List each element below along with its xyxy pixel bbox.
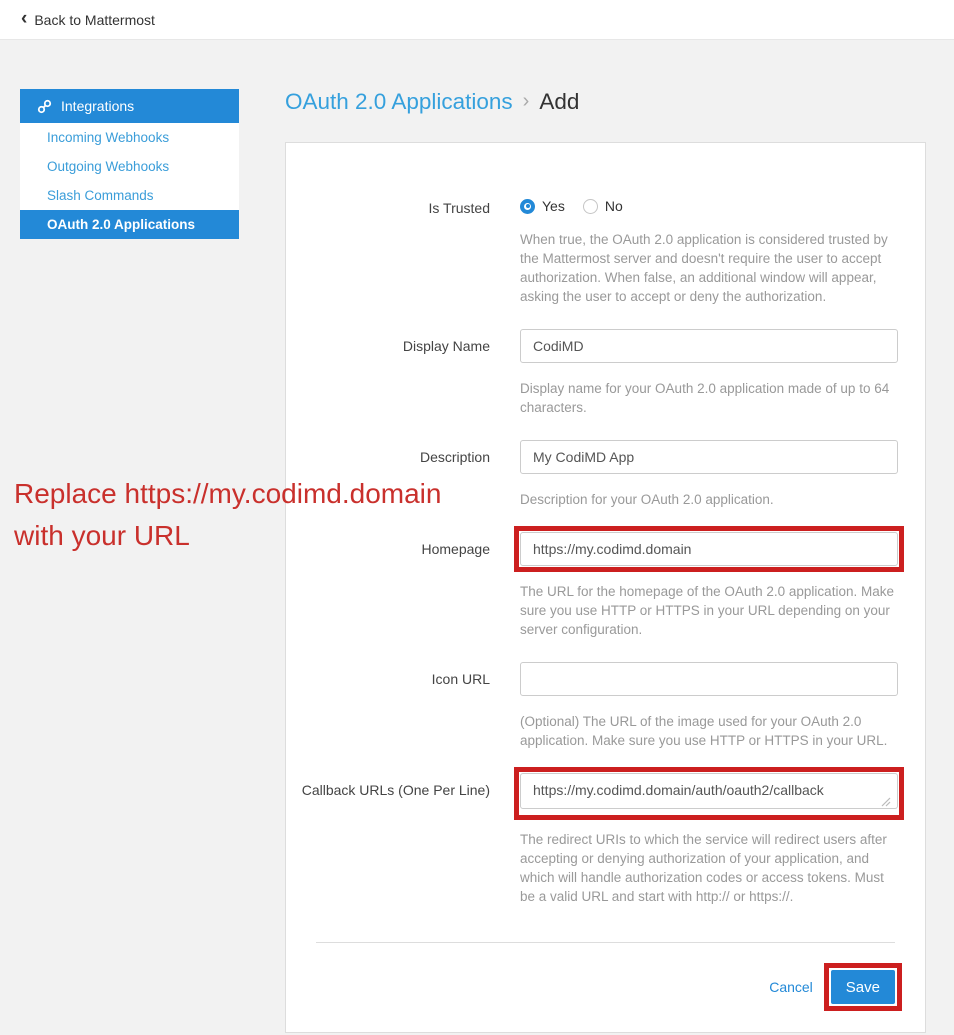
is-trusted-no-label: No — [604, 198, 623, 214]
description-help: Description for your OAuth 2.0 application. — [520, 492, 774, 507]
homepage-input[interactable] — [520, 532, 898, 566]
sidebar-header-label: Integrations — [61, 98, 135, 114]
homepage-group — [286, 532, 925, 639]
sidebar-item-incoming-webhooks[interactable]: Incoming Webhooks — [47, 130, 170, 145]
annotation-line-1: Replace https://my.codimd.domain — [14, 478, 442, 509]
callback-urls-textarea[interactable] — [520, 773, 898, 809]
save-red-annotation-box — [824, 963, 902, 1011]
is-trusted-no-option[interactable] — [583, 198, 623, 214]
back-to-mattermost-link[interactable] — [21, 7, 155, 29]
sidebar-item-slash-commands[interactable]: Slash Commands — [47, 188, 154, 203]
description-label: Description — [419, 449, 490, 465]
breadcrumb — [285, 89, 579, 115]
cancel-button[interactable]: Cancel — [769, 979, 813, 995]
oauth-add-form-panel — [285, 142, 926, 1033]
homepage-help: The URL for the homepage of the OAuth 2.0 application. Make sure you use HTTP or HTTPS in your URL depending on your server configuration. — [520, 584, 894, 637]
radio-unselected-icon[interactable] — [583, 199, 598, 214]
icon-url-input[interactable] — [520, 662, 898, 696]
topbar — [0, 0, 954, 40]
breadcrumb-current-page: Add — [539, 89, 580, 114]
sidebar — [20, 89, 239, 239]
is-trusted-radio-row — [520, 190, 898, 214]
is-trusted-yes-label: Yes — [542, 198, 565, 214]
icon-url-help: (Optional) The URL of the image used for your OAuth 2.0 application. Make sure you use HTTP or HTTPS in your URL. — [520, 714, 888, 748]
homepage-label: Homepage — [421, 541, 490, 557]
display-name-group — [286, 329, 925, 417]
callback-urls-label: Callback URLs (One Per Line) — [301, 782, 490, 798]
sidebar-items — [20, 123, 239, 239]
back-link-label: Back to Mattermost — [34, 11, 155, 28]
callback-urls-help: The redirect URIs to which the service will redirect users after accepting or denying authorization of your application, and which will handle authorization codes or access tokens. Must be a valid URL and start with http:// or https://. — [520, 832, 887, 904]
icon-url-group — [286, 662, 925, 750]
icon-url-label: Icon URL — [431, 671, 490, 687]
callback-urls-group — [286, 773, 925, 906]
description-input[interactable] — [520, 440, 898, 474]
breadcrumb-oauth-applications-link[interactable]: OAuth 2.0 Applications — [285, 89, 513, 114]
radio-selected-icon[interactable] — [520, 199, 535, 214]
back-chevron-icon: ‹ — [21, 7, 28, 29]
is-trusted-group — [286, 190, 925, 306]
is-trusted-help: When true, the OAuth 2.0 application is considered trusted by the Mattermost server and doesn't require the user to accept authorization. When false, an additional window will appear, asking the user to accept or deny the authorization. — [520, 232, 888, 304]
form-footer — [316, 942, 895, 1004]
sidebar-item-outgoing-webhooks[interactable]: Outgoing Webhooks — [47, 159, 170, 174]
sidebar-item-oauth-applications[interactable]: OAuth 2.0 Applications — [20, 210, 239, 239]
save-button[interactable]: Save — [831, 970, 895, 1004]
display-name-help: Display name for your OAuth 2.0 application made of up to 64 characters. — [520, 381, 890, 415]
is-trusted-yes-option[interactable] — [520, 198, 565, 214]
is-trusted-label: Is Trusted — [428, 200, 490, 216]
sidebar-header-integrations — [20, 89, 239, 123]
display-name-input[interactable] — [520, 329, 898, 363]
chain-link-icon — [37, 99, 52, 114]
display-name-label: Display Name — [402, 338, 490, 354]
annotation-line-2: with your URL — [14, 520, 190, 551]
description-group — [286, 440, 925, 509]
callback-urls-red-annotation-box — [514, 767, 904, 820]
homepage-red-annotation-box — [514, 526, 904, 572]
chevron-right-icon: › — [522, 89, 530, 112]
